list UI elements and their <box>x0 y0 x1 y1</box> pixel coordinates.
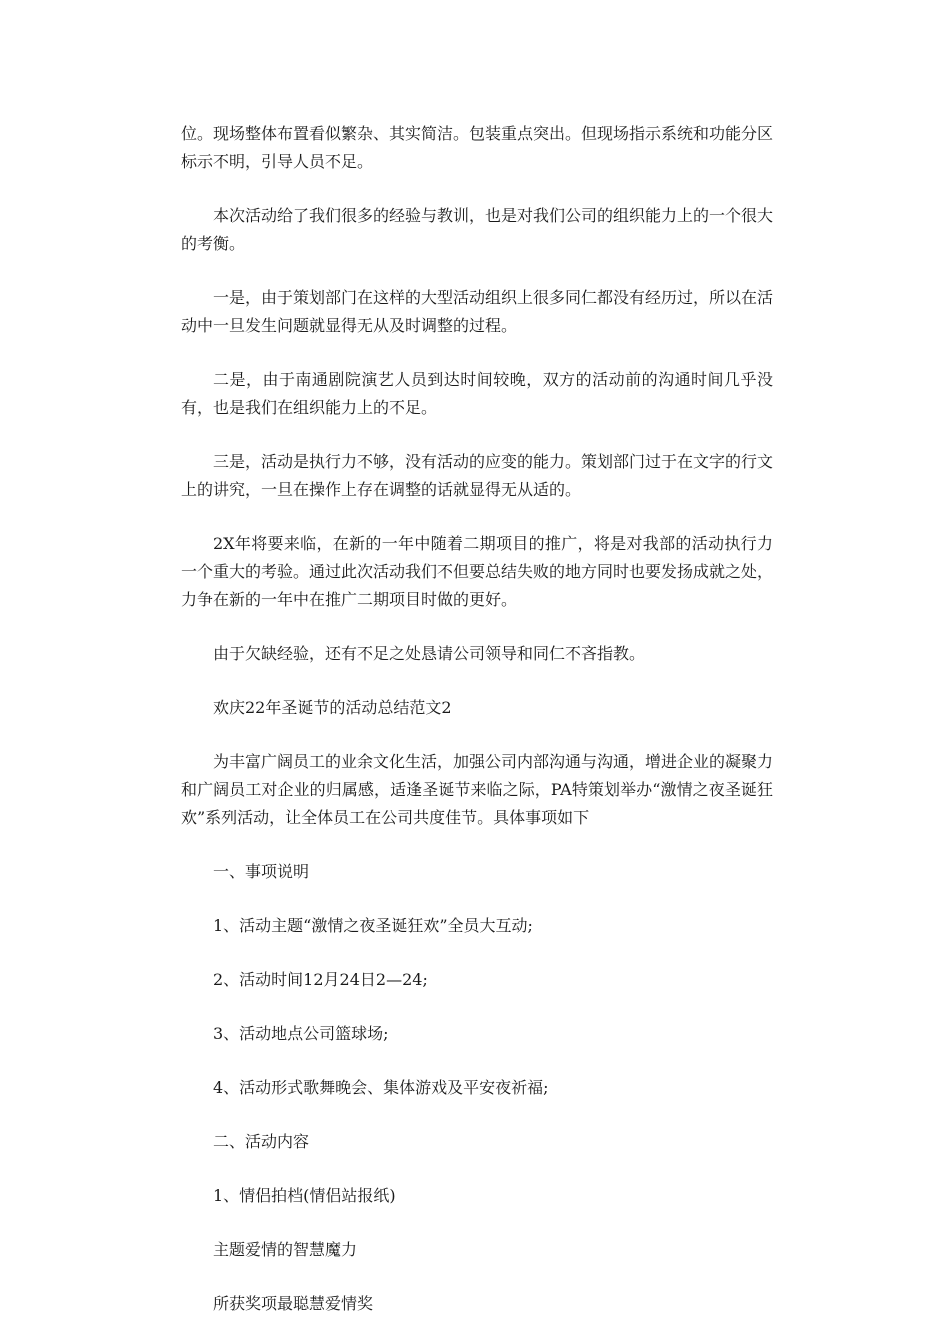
list-item: 2、活动时间12月24日2—24; <box>213 970 428 989</box>
document-body <box>181 120 773 1344</box>
activity-award: 所获奖项最聪慧爱情奖 <box>213 1294 374 1313</box>
list-item: 4、活动形式歌舞晚会、集体游戏及平安夜祈福; <box>213 1078 549 1097</box>
paragraph-point-two: 二是，由于南通剧院演艺人员到达时间较晚，双方的活动前的沟通时间几乎没有，也是我们在组织能力上的不足。 <box>181 370 773 417</box>
paragraph-continuation: 位。现场整体布置看似繁杂、其实简洁。包装重点突出。但现场指示系统和功能分区标示不明，引导人员不足。 <box>181 124 774 171</box>
paragraph-intro: 为丰富广阔员工的业余文化生活，加强公司内部沟通与沟通，增进企业的凝聚力和广阔员工对企业的归属感，适逢圣诞节来临之际，PA特策划举办“激情之夜圣诞狂欢”系列活动，让全体员工在公司共度佳节。具体事项如下 <box>181 752 774 827</box>
paragraph-next-year: 2X年将要来临，在新的一年中随着二期项目的推广，将是对我部的活动执行力一个重大的考验。通过此次活动我们不但要总结失败的地方同时也要发扬成就之处，力争在新的一年中在推广二期项目时做的更好。 <box>181 534 774 609</box>
paragraph-lessons: 本次活动给了我们很多的经验与教训，也是对我们公司的组织能力上的一个很大的考衡。 <box>181 206 774 253</box>
heading-activity-content: 二、活动内容 <box>213 1132 310 1151</box>
paragraph-closing: 由于欠缺经验，还有不足之处恳请公司领导和同仁不吝指教。 <box>213 644 646 663</box>
paragraph-point-three: 三是，活动是执行力不够，没有活动的应变的能力。策划部门过于在文字的行文上的讲究，一旦在操作上存在调整的话就显得无从适的。 <box>181 452 774 499</box>
heading-item-description: 一、事项说明 <box>213 862 310 881</box>
list-item: 1、情侣拍档(情侣站报纸) <box>213 1186 396 1205</box>
activity-theme: 主题爱情的智慧魔力 <box>213 1240 358 1259</box>
paragraph-point-one: 一是，由于策划部门在这样的大型活动组织上很多同仁都没有经历过，所以在活动中一旦发生问题就显得无从及时调整的过程。 <box>181 288 774 335</box>
section-title: 欢庆22年圣诞节的活动总结范文2 <box>213 698 452 717</box>
list-item: 1、活动主题“激情之夜圣诞狂欢”全员大互动; <box>213 916 533 935</box>
list-item: 3、活动地点公司篮球场; <box>213 1024 389 1043</box>
